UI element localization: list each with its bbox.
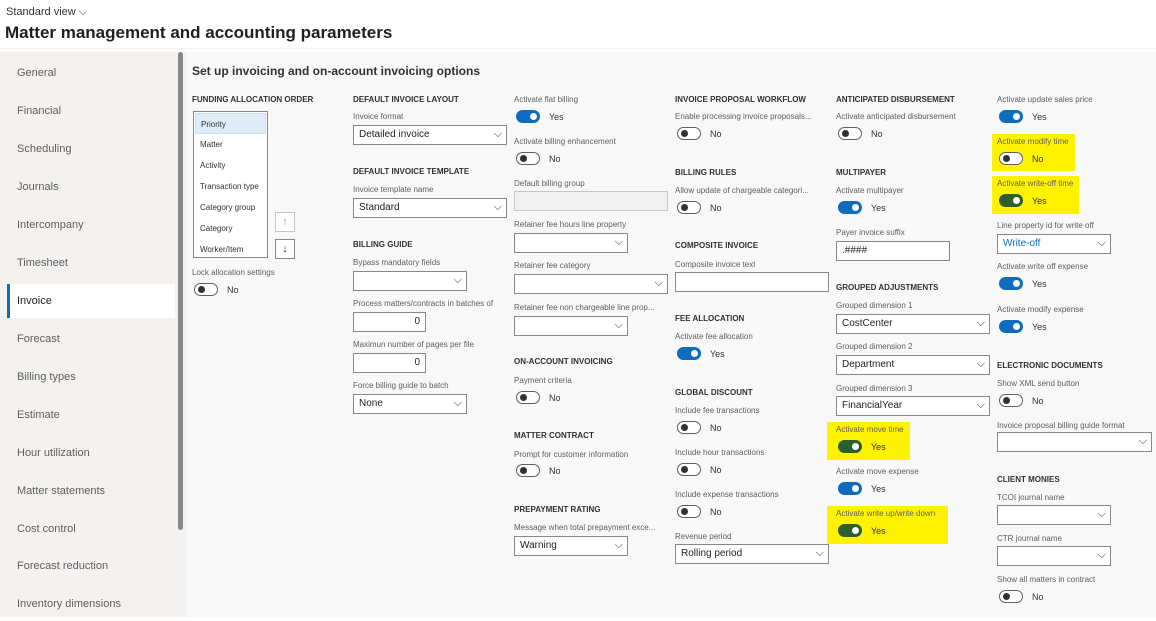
matter-contract-title: MATTER CONTRACT [514, 431, 594, 440]
line-property-value: Write-off [1003, 238, 1041, 249]
toggle-knob [681, 508, 688, 515]
sidebar-item-intercompany[interactable]: Intercompany [17, 219, 84, 231]
payment-criteria-label: Payment criteria [514, 376, 572, 385]
batches-label: Process matters/contracts in batches of [353, 299, 494, 308]
toggle-knob [520, 155, 527, 162]
default-billing-group-input [514, 191, 668, 211]
proposal-workflow-toggle[interactable] [677, 127, 701, 140]
list-item[interactable]: Worker/Item [200, 245, 244, 254]
sidebar-item-forecast[interactable]: Forecast [17, 333, 60, 345]
grouped-dim2-label: Grouped dimension 2 [836, 342, 913, 351]
line-property-label: Line property id for write off [997, 221, 1094, 230]
chevron-down-icon: ⌵ [976, 358, 985, 370]
payer-suffix-label: Payer invoice suffix [836, 228, 905, 237]
sidebar-item-journals[interactable]: Journals [17, 181, 59, 193]
modify-time-toggle[interactable] [999, 152, 1023, 165]
sidebar-item-general[interactable]: General [17, 67, 57, 79]
toggle-knob [520, 467, 527, 474]
arrow-down-icon: ↓ [282, 243, 288, 255]
prompt-customer-label: Prompt for customer information [514, 450, 629, 459]
hour-transactions-toggle[interactable] [677, 463, 701, 476]
anticipated-disbursement-toggle[interactable] [838, 127, 862, 140]
grouped-dim1-value: CostCenter [842, 318, 893, 329]
main-content [186, 52, 1156, 617]
chevron-down-icon: ⌵ [815, 547, 824, 559]
toggle-knob [1013, 113, 1020, 120]
modify-expense-label: Activate modify expense [997, 305, 1084, 314]
list-item[interactable]: Transaction type [200, 182, 259, 191]
revenue-period-label: Revenue period [675, 532, 732, 541]
expense-transactions-toggle[interactable] [677, 505, 701, 518]
toggle-knob [842, 130, 849, 137]
modify-time-label: Activate modify time [997, 137, 1069, 146]
write-off-expense-value: Yes [1032, 279, 1047, 289]
composite-text-input[interactable] [675, 272, 829, 292]
grouped-dim2-select[interactable] [836, 355, 990, 375]
force-batch-label: Force billing guide to batch [353, 381, 449, 390]
toggle-knob [1013, 280, 1020, 287]
composite-text-label: Composite invoice text [675, 260, 756, 269]
retainer-nonchargeable-label: Retainer fee non chargeable line prop... [514, 303, 655, 312]
sidebar-item-financial[interactable]: Financial [17, 105, 62, 117]
invoice-format-label: Invoice format [353, 112, 404, 121]
on-account-invoicing-title: ON-ACCOUNT INVOICING [514, 357, 613, 366]
prompt-customer-toggle[interactable] [516, 464, 540, 477]
default-billing-group-label: Default billing group [514, 179, 585, 188]
retainer-hours-label: Retainer fee hours line property [514, 220, 627, 229]
billing-enhancement-toggle[interactable] [516, 152, 540, 165]
fee-transactions-toggle[interactable] [677, 421, 701, 434]
move-time-toggle[interactable] [838, 440, 862, 453]
revenue-period-select[interactable] [675, 544, 829, 564]
sidebar [0, 52, 186, 617]
funding-allocation-list[interactable] [193, 111, 268, 258]
electronic-documents-title: ELECTRONIC DOCUMENTS [997, 361, 1103, 370]
toggle-knob [1003, 397, 1010, 404]
sidebar-item-scheduling[interactable]: Scheduling [17, 143, 72, 155]
move-up-button[interactable] [275, 212, 295, 232]
invoice-proposal-workflow-title: INVOICE PROPOSAL WORKFLOW [675, 95, 806, 104]
ctr-journal-label: CTR journal name [997, 534, 1062, 543]
max-pages-input[interactable]: 0 [353, 353, 426, 373]
chargeable-categories-value: No [710, 203, 722, 213]
chevron-down-icon: ⌵ [1097, 508, 1106, 520]
proposal-workflow-label: Enable processing invoice proposals... [675, 112, 812, 121]
retainer-category-select[interactable] [514, 274, 668, 294]
list-item[interactable]: Activity [200, 161, 226, 170]
write-off-expense-toggle[interactable] [999, 277, 1023, 290]
prepayment-rating-title: PREPAYMENT RATING [514, 505, 601, 514]
retainer-hours-select[interactable] [514, 233, 628, 253]
chevron-down-icon: ⌵ [976, 317, 985, 329]
update-sales-price-label: Activate update sales price [997, 95, 1093, 104]
global-discount-title: GLOBAL DISCOUNT [675, 388, 753, 397]
toggle-knob [852, 485, 859, 492]
move-time-label: Activate move time [836, 425, 904, 434]
prepayment-message-select[interactable] [514, 536, 628, 556]
toggle-knob [1003, 155, 1010, 162]
expense-transactions-label: Include expense transactions [675, 490, 779, 499]
payment-criteria-toggle[interactable] [516, 391, 540, 404]
line-property-select[interactable] [997, 234, 1111, 254]
update-sales-price-value: Yes [1032, 112, 1047, 122]
write-up-down-value: Yes [871, 526, 886, 536]
show-all-matters-toggle[interactable] [999, 590, 1023, 603]
chargeable-categories-label: Allow update of chargeable categori... [675, 186, 809, 195]
divider [0, 48, 1156, 49]
flat-billing-toggle[interactable] [516, 110, 540, 123]
xml-send-toggle[interactable] [999, 394, 1023, 407]
sidebar-item-cost-control[interactable]: Cost control [17, 523, 76, 535]
write-off-time-value: Yes [1032, 196, 1047, 206]
list-item[interactable]: Matter [200, 140, 223, 149]
chargeable-categories-toggle[interactable] [677, 201, 701, 214]
move-expense-toggle[interactable] [838, 482, 862, 495]
chevron-down-icon: ⌵ [614, 236, 623, 248]
chevron-down-icon: ⌵ [1097, 237, 1106, 249]
billing-enhancement-label: Activate billing enhancement [514, 137, 616, 146]
grouped-dim3-value: FinancialYear [842, 400, 903, 411]
toggle-knob [852, 204, 859, 211]
billing-rules-title: BILLING RULES [675, 168, 737, 177]
fee-allocation-toggle[interactable] [677, 347, 701, 360]
lock-allocation-value: No [227, 285, 239, 295]
proposal-format-select[interactable] [997, 432, 1152, 452]
move-expense-label: Activate move expense [836, 467, 919, 476]
grouped-adjustments-title: GROUPED ADJUSTMENTS [836, 283, 939, 292]
anticipated-disbursement-label: Activate anticipated disbursement [836, 112, 956, 121]
bypass-mandatory-label: Bypass mandatory fields [353, 258, 441, 267]
retainer-nonchargeable-select[interactable] [514, 316, 628, 336]
chevron-down-icon: ⌵ [453, 397, 462, 409]
sidebar-scrollbar[interactable] [178, 52, 183, 530]
prepayment-message-value: Warning [520, 540, 557, 551]
retainer-category-label: Retainer fee category [514, 261, 591, 270]
multipayer-toggle[interactable] [838, 201, 862, 214]
write-off-expense-label: Activate write off expense [997, 262, 1089, 271]
flat-billing-value: Yes [549, 112, 564, 122]
modify-expense-toggle[interactable] [999, 320, 1023, 333]
proposal-workflow-value: No [710, 129, 722, 139]
chevron-down-icon: ⌵ [614, 319, 623, 331]
sidebar-item-billing-types[interactable]: Billing types [17, 371, 76, 383]
move-time-value: Yes [871, 442, 886, 452]
fee-transactions-label: Include fee transactions [675, 406, 760, 415]
sidebar-item-invoice[interactable]: Invoice [7, 284, 175, 318]
hour-transactions-value: No [710, 465, 722, 475]
chevron-down-icon: ⌵ [614, 539, 623, 551]
arrow-up-icon: ↑ [282, 216, 288, 228]
prompt-customer-value: No [549, 466, 561, 476]
anticipated-disbursement-title: ANTICIPATED DISBURSEMENT [836, 95, 955, 104]
toggle-knob [681, 466, 688, 473]
expense-transactions-value: No [710, 507, 722, 517]
chevron-down-icon: ⌵ [453, 274, 462, 286]
fee-allocation-value: Yes [710, 349, 725, 359]
lock-allocation-label: Lock allocation settings [192, 268, 275, 277]
default-invoice-template-title: DEFAULT INVOICE TEMPLATE [353, 167, 470, 176]
sidebar-item-matter-statements[interactable]: Matter statements [17, 485, 106, 497]
multipayer-label: Activate multipayer [836, 186, 904, 195]
page-title: Matter management and accounting parameters [5, 23, 393, 42]
toggle-knob [681, 204, 688, 211]
toggle-knob [1013, 323, 1020, 330]
flat-billing-label: Activate flat billing [514, 95, 579, 104]
prepayment-message-label: Message when total prepayment exce... [514, 523, 656, 532]
multipayer-title: MULTIPAYER [836, 168, 887, 177]
multipayer-value: Yes [871, 203, 886, 213]
tcoi-journal-label: TCOI journal name [997, 493, 1065, 502]
billing-enhancement-value: No [549, 154, 561, 164]
write-up-down-toggle[interactable] [838, 524, 862, 537]
grouped-dim3-select[interactable] [836, 396, 990, 416]
lock-allocation-toggle[interactable] [194, 283, 218, 296]
hour-transactions-label: Include hour transactions [675, 448, 765, 457]
toggle-knob [852, 527, 859, 534]
anticipated-disbursement-value: No [871, 129, 883, 139]
grouped-dim3-label: Grouped dimension 3 [836, 384, 913, 393]
show-all-matters-label: Show all matters in contract [997, 575, 1096, 584]
xml-send-value: No [1032, 396, 1044, 406]
invoice-template-select[interactable] [353, 198, 507, 218]
fee-allocation-title: FEE ALLOCATION [675, 314, 745, 323]
invoice-format-select[interactable] [353, 125, 507, 145]
tcoi-journal-select[interactable] [997, 505, 1111, 525]
funding-allocation-title: FUNDING ALLOCATION ORDER [192, 95, 314, 104]
default-invoice-layout-title: DEFAULT INVOICE LAYOUT [353, 95, 459, 104]
fee-transactions-value: No [710, 423, 722, 433]
toggle-knob [530, 113, 537, 120]
composite-invoice-title: COMPOSITE INVOICE [675, 241, 759, 250]
grouped-dim2-value: Department [842, 359, 895, 370]
toggle-knob [852, 443, 859, 450]
proposal-format-label: Invoice proposal billing guide format [997, 421, 1125, 430]
move-expense-value: Yes [871, 484, 886, 494]
write-off-time-toggle[interactable] [999, 194, 1023, 207]
list-item[interactable]: Category group [200, 203, 256, 212]
list-item[interactable]: Category [200, 224, 233, 233]
toggle-knob [520, 394, 527, 401]
revenue-period-value: Rolling period [681, 548, 743, 559]
client-monies-title: CLIENT MONIES [997, 475, 1060, 484]
modify-time-value: No [1032, 154, 1044, 164]
force-batch-value: None [359, 398, 383, 409]
sidebar-item-estimate[interactable]: Estimate [17, 409, 60, 421]
chevron-down-icon: ⌵ [1097, 549, 1106, 561]
force-batch-select[interactable] [353, 394, 467, 414]
chevron-down-icon: ⌵ [976, 399, 985, 411]
chevron-down-icon: ⌵ [1138, 435, 1147, 447]
view-selector[interactable]: Standard view ⌵ [6, 6, 88, 18]
toggle-knob [1003, 593, 1010, 600]
sidebar-item-timesheet[interactable]: Timesheet [17, 257, 68, 269]
toggle-knob [1013, 197, 1020, 204]
invoice-format-value: Detailed invoice [359, 129, 430, 140]
sidebar-item-inventory-dimensions[interactable]: Inventory dimensions [17, 598, 121, 610]
show-all-matters-value: No [1032, 592, 1044, 602]
sidebar-item-forecast-reduction[interactable]: Forecast reduction [17, 560, 109, 572]
sidebar-item-hour-utilization[interactable]: Hour utilization [17, 447, 90, 459]
update-sales-price-toggle[interactable] [999, 110, 1023, 123]
chevron-down-icon: ⌵ [493, 128, 502, 140]
grouped-dim1-label: Grouped dimension 1 [836, 301, 913, 310]
max-pages-label: Maximun number of pages per file [353, 340, 474, 349]
ctr-journal-select[interactable] [997, 546, 1111, 566]
billing-guide-title: BILLING GUIDE [353, 240, 413, 249]
xml-send-label: Show XML send button [997, 379, 1080, 388]
modify-expense-value: Yes [1032, 322, 1047, 332]
write-off-time-label: Activate write-off time [997, 179, 1074, 188]
write-up-down-label: Activate write up/write down [836, 509, 936, 518]
toggle-knob [691, 350, 698, 357]
chevron-down-icon: ⌵ [493, 201, 502, 213]
toggle-knob [681, 130, 688, 137]
payment-criteria-value: No [549, 393, 561, 403]
toggle-knob [198, 286, 205, 293]
fee-allocation-label: Activate fee allocation [675, 332, 753, 341]
section-heading: Set up invoicing and on-account invoicing options [192, 64, 480, 78]
move-down-button[interactable] [275, 239, 295, 259]
list-item[interactable]: Priority [195, 113, 266, 134]
toggle-knob [681, 424, 688, 431]
payer-suffix-input[interactable]: .#### [836, 241, 950, 261]
batches-input[interactable]: 0 [353, 312, 426, 332]
invoice-template-value: Standard [359, 202, 400, 213]
chevron-down-icon: ⌵ [654, 277, 663, 289]
invoice-template-label: Invoice template name [353, 185, 434, 194]
bypass-mandatory-select[interactable] [353, 271, 467, 291]
grouped-dim1-select[interactable] [836, 314, 990, 334]
